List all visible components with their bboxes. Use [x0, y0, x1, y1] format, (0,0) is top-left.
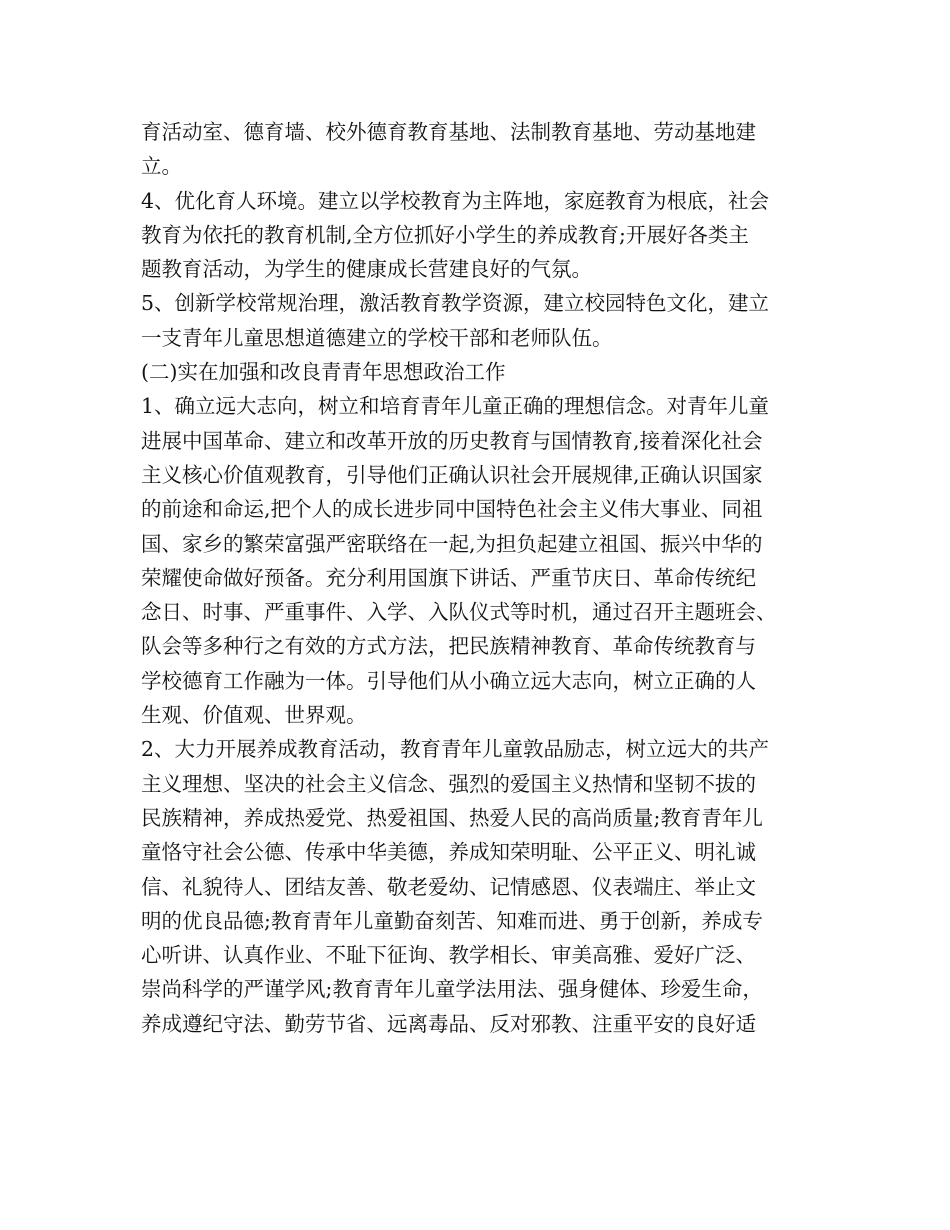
- text-line: 信、礼貌待人、团结友善、敬老爱幼、记情感恩、仪表端庄、举止文: [141, 874, 756, 899]
- text-line: 主义理想、坚决的社会主义信念、强烈的爱国主义热情和坚韧不拔的: [141, 771, 756, 796]
- text-line: 国、家乡的繁荣富强严密联络在一起,为担负起建立祖国、振兴中华的: [141, 531, 763, 556]
- text-line: 5、创新学校常规治理，激活教育教学资源，建立校园特色文化，建立: [141, 291, 770, 316]
- text-line: 明的优良品德;教育青年儿童勤奋刻苦、知难而进、勇于创新，养成专: [141, 908, 763, 933]
- text-line: 荣耀使命做好预备。充分利用国旗下讲话、严重节庆日、革命传统纪: [141, 565, 756, 590]
- text-line: 育活动室、德育墙、校外德育教育基地、法制教育基地、劳动基地建: [141, 120, 756, 144]
- text-line: 队会等多种行之有效的方式方法，把民族精神教育、革命传统教育与: [141, 634, 756, 659]
- text-line: 立。: [141, 154, 182, 179]
- text-line: 进展中国革命、建立和改革开放的历史教育与国情教育,接着深化社会: [141, 428, 763, 453]
- text-line: 心听讲、认真作业、不耻下征询、教学相长、审美高雅、爱好广泛、: [141, 943, 756, 968]
- text-line: 4、优化育人环境。建立以学校教育为主阵地，家庭教育为根底，社会: [141, 188, 770, 213]
- text-line: 教育为依托的教育机制,全方位抓好小学生的养成教育;开展好各类主: [141, 222, 749, 247]
- text-line: 一支青年儿童思想道德建立的学校干部和老师队伍。: [141, 325, 613, 350]
- text-line: 2、大力开展养成教育活动，教育青年儿童敦品励志，树立远大的共产: [141, 737, 770, 762]
- text-line: 民族精神，养成热爱党、热爱祖国、热爱人民的高尚质量;教育青年儿: [141, 805, 763, 830]
- body-text: [141, 115, 821, 1041]
- text-line: 的前途和命运,把个人的成长进步同中国特色社会主义伟大事业、同祖: [141, 497, 763, 522]
- text-line: 崇尚科学的严谨学风;教育青年儿童学法用法、强身健体、珍爱生命，: [141, 977, 763, 1002]
- text-line: 主义核心价值观教育，引导他们正确认识社会开展规律,正确认识国家: [141, 462, 763, 487]
- text-line: 念日、时事、严重事件、入学、入队仪式等时机，通过召开主题班会、: [141, 600, 777, 625]
- text-line: 1、确立远大志向，树立和培育青年儿童正确的理想信念。对青年儿童: [141, 394, 770, 419]
- text-line: 题教育活动，为学生的健康成长营建良好的气氛。: [141, 257, 592, 282]
- text-line: 学校德育工作融为一体。引导他们从小确立远大志向，树立正确的人: [141, 668, 756, 693]
- text-line: 养成遵纪守法、勤劳节省、远离毒品、反对邪教、注重平安的良好适: [141, 1011, 756, 1036]
- text-line: 生观、价值观、世界观。: [141, 703, 367, 728]
- section-heading: (二)实在加强和改良青青年思想政治工作: [141, 360, 506, 385]
- text-line: 童恪守社会公德、传承中华美德，养成知荣明耻、公平正义、明礼诚: [141, 840, 756, 865]
